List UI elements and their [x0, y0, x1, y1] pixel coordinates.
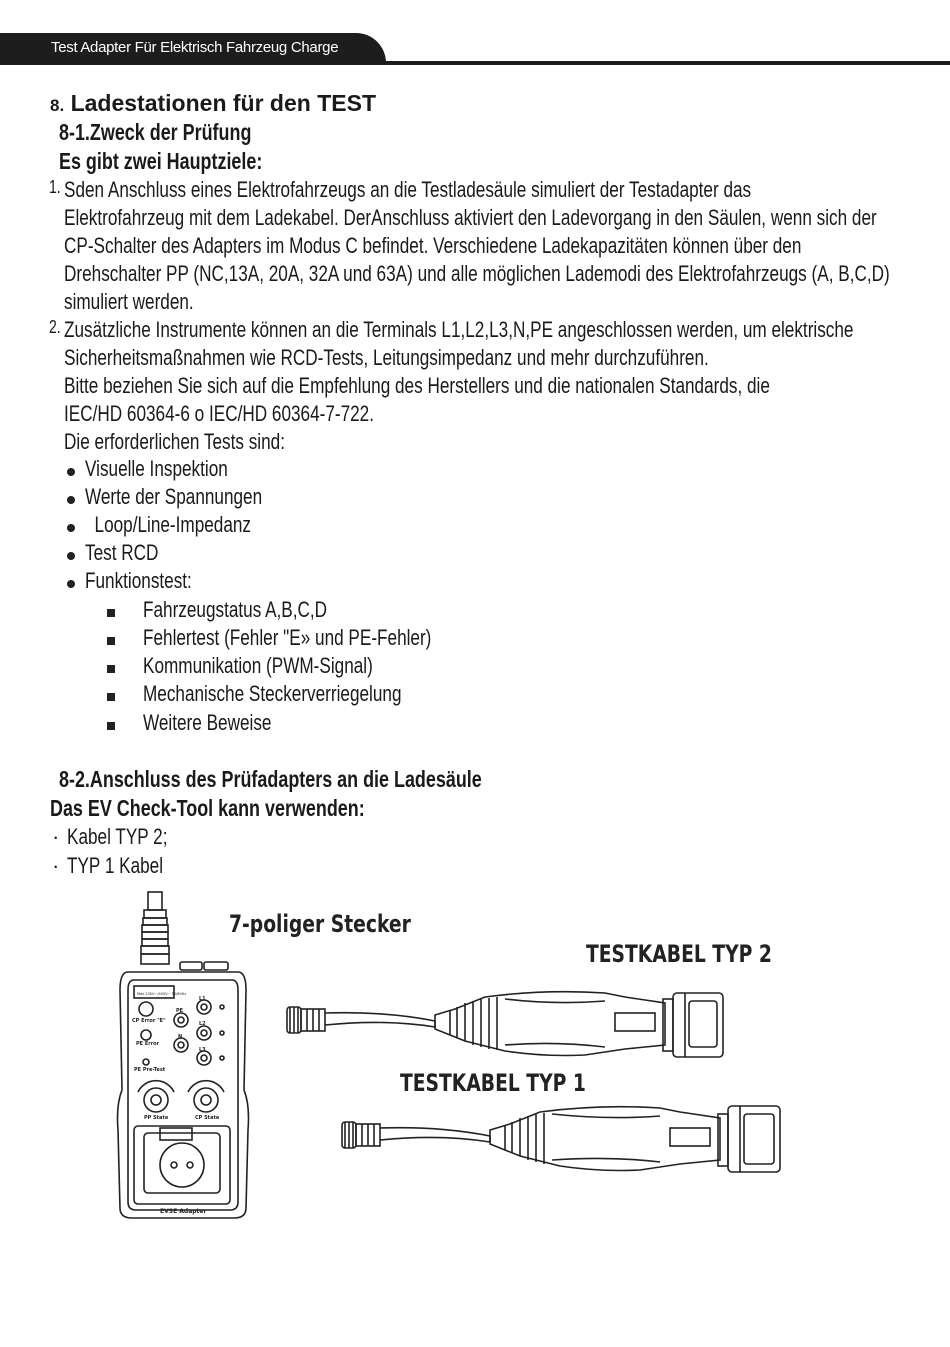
goal-2-line-4: IEC/HD 60364-6 o IEC/HD 60364-7-722. — [64, 401, 375, 426]
test-item — [67, 484, 312, 510]
terminal-l2-label: L2 — [199, 1021, 206, 1027]
plug-label: 7-poliger Stecker — [229, 910, 411, 938]
header-tab — [0, 33, 386, 64]
section-heading — [50, 90, 376, 117]
cable-label: Kabel TYP 2; — [67, 824, 168, 849]
device-pe-pre-test-label: PE Pre-Test — [134, 1067, 166, 1073]
functional-test-item — [107, 625, 513, 651]
test-item — [67, 512, 298, 538]
bullet-icon — [67, 468, 75, 476]
bullet-icon — [67, 524, 75, 532]
subsection-2-title: 8-2.Anschluss des Prüfadapters an die Ladesäule — [59, 766, 482, 792]
type1-cable-illustration — [340, 1100, 785, 1175]
cable-label: TYP 1 Kabel — [67, 853, 164, 878]
goal-1-line-2: Elektrofahrzeug mit dem Ladekabel. DerAnschluss aktiviert den Ladevorgang in den Säulen, wenn sich der — [64, 205, 877, 230]
goal-1-line-1: Sden Anschluss eines Elektrofahrzeugs an die Testladesäule simuliert der Testadapter das — [64, 177, 752, 202]
functional-test-label: Mechanische Steckerverriegelung — [143, 681, 402, 706]
functional-test-item — [107, 597, 379, 623]
square-bullet-icon — [107, 637, 115, 645]
tool-heading: Das EV Check-Tool kann verwenden: — [50, 795, 365, 821]
goals-heading: Es gibt zwei Hauptziele: — [59, 148, 263, 174]
type2-cable-illustration — [285, 985, 730, 1060]
cable-bullet: · — [52, 853, 60, 878]
goal-2-line-3: Bitte beziehen Sie sich auf die Empfehlung des Herstellers und die nationalen Standards, die — [64, 373, 770, 398]
terminal-l3-label: L3 — [199, 1047, 206, 1053]
evse-adapter-illustration — [108, 890, 268, 1222]
bullet-icon — [67, 552, 75, 560]
cable-item — [52, 824, 196, 850]
goal-1-number: 1. — [49, 177, 61, 197]
functional-test-label: Fahrzeugstatus A,B,C,D — [143, 597, 328, 622]
terminal-l1-label: L1 — [199, 996, 206, 1002]
test-item — [67, 568, 222, 594]
type1-cable-label: TESTKABEL TYP 1 — [400, 1069, 586, 1097]
square-bullet-icon — [107, 609, 115, 617]
goal-1-line-4: Drehschalter PP (NC,13A, 20A, 32A und 63A) und alle möglichen Lademodi des Elektrofahrzeugs (A, B,C,D) — [64, 261, 890, 286]
subsection-1-title: 8-1.Zweck der Prüfung — [59, 119, 252, 145]
terminal-n-label: N — [178, 1034, 183, 1040]
functional-test-label: Fehlertest (Fehler "E» und PE-Fehler) — [143, 625, 432, 650]
bullet-icon — [67, 496, 75, 504]
bullet-icon — [67, 580, 75, 588]
section-number: 8. — [50, 96, 65, 115]
functional-test-item — [107, 653, 438, 679]
cable-bullet: · — [52, 824, 60, 849]
goal-2-line-2: Sicherheitsmaßnahmen wie RCD-Tests, Leitungsimpedanz und mehr durchzuführen. — [64, 345, 709, 370]
goal-2-line-5: Die erforderlichen Tests sind: — [64, 429, 285, 454]
goal-2-line-1: Zusätzliche Instrumente können an die Terminals L1,L2,L3,N,PE angeschlossen werden, um elektrische — [64, 317, 854, 342]
cable-item — [52, 853, 190, 879]
terminal-pe-label: PE — [176, 1008, 184, 1014]
test-item-label: Visuelle Inspektion — [85, 456, 228, 481]
functional-test-label: Kommunikation (PWM-Signal) — [143, 653, 373, 678]
goal-1-line-3: CP-Schalter des Adapters im Modus C befindet. Verschiedene Ladekapazitäten können über den — [64, 233, 802, 258]
device-pe-error-label: PE Error — [136, 1041, 160, 1047]
test-item-label: Funktionstest: — [85, 568, 192, 593]
header-rule — [0, 61, 950, 65]
device-pp-state-label: PP State — [144, 1115, 169, 1121]
section-title: Ladestationen für den TEST — [70, 90, 376, 116]
test-item-label: Werte der Spannungen — [85, 484, 263, 509]
square-bullet-icon — [107, 722, 115, 730]
device-cp-error-label: CP Error "E" — [132, 1018, 166, 1024]
device-cp-state-label: CP State — [195, 1115, 220, 1121]
goal-1-line-5: simuliert werden. — [64, 289, 194, 314]
test-item — [67, 456, 268, 482]
test-item-label: Test RCD — [85, 540, 159, 565]
square-bullet-icon — [107, 693, 115, 701]
functional-test-item — [107, 681, 474, 707]
test-item-label: Loop/Line-Impedanz — [85, 512, 252, 537]
test-item — [67, 540, 179, 566]
type2-cable-label: TESTKABEL TYP 2 — [586, 940, 772, 968]
header-title: Test Adapter Für Elektrisch Fahrzeug Charge — [51, 39, 339, 56]
functional-test-item — [107, 710, 308, 736]
device-name-label: EVSE Adapter — [160, 1208, 207, 1215]
device-info-text: Max 230V~/400V~ 50/60Hz — [137, 992, 187, 996]
goal-2-number: 2. — [49, 317, 61, 337]
functional-test-label: Weitere Beweise — [143, 710, 272, 735]
square-bullet-icon — [107, 665, 115, 673]
